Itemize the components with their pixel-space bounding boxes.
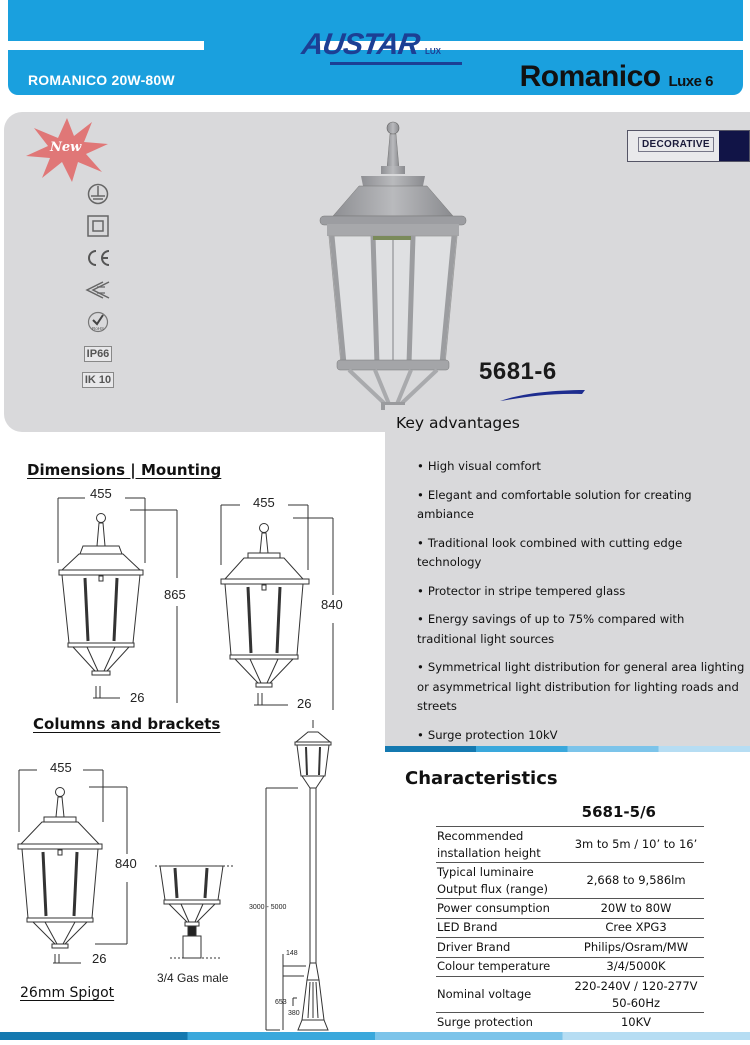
brand-logo: [299, 24, 472, 64]
col-spigot-label: 26: [92, 951, 107, 966]
key-advantages-title: Key advantages: [396, 414, 520, 432]
spec-key: Driver Brand: [436, 938, 568, 958]
spec-key: Nominal voltage: [436, 977, 568, 1013]
pole-d3-label: 380: [288, 1010, 300, 1017]
characteristics-table: [436, 826, 704, 1033]
spec-key: Colour temperature: [436, 957, 568, 977]
enec-mark-icon: [80, 278, 116, 302]
ip-rating-badge: [80, 342, 116, 366]
ip-rating-label: IP66: [84, 346, 113, 362]
brand-name: AUSTAR: [299, 28, 422, 61]
brand-sub: LUX: [425, 47, 441, 56]
spec-value: 2,668 to 9,586lm: [568, 863, 704, 899]
spigot-caption: 26mm Spigot: [20, 985, 115, 1001]
ik-rating-badge: [80, 368, 116, 392]
pole-d2-label: 653: [275, 999, 287, 1006]
advantage-item: • Elegant and comfortable solution for creating ambiance: [417, 487, 692, 521]
dim1-width-label: 455: [90, 486, 112, 501]
dim2-spigot-label: 26: [297, 696, 312, 711]
characteristics-model: 5681-5/6: [581, 803, 656, 821]
gas-male-drawing: [155, 860, 235, 960]
header-banner: [8, 0, 743, 95]
spec-value: Philips/Osram/MW: [568, 938, 704, 958]
spec-value: 10KV: [568, 1013, 704, 1033]
spec-key: Power consumption: [436, 899, 568, 919]
advantage-item: • Traditional look combined with cutting edge technology: [417, 535, 683, 569]
header-stripe-left: [8, 41, 204, 50]
dimensions-title: Dimensions | Mounting: [27, 461, 222, 479]
spec-value: Cree XPG3: [568, 918, 704, 938]
pole-drawing: [240, 720, 380, 1032]
lantern-product-image: [315, 120, 470, 410]
new-badge: [24, 116, 110, 184]
dim1-height-label: 865: [164, 587, 186, 602]
spec-key: Typical luminaire Output flux (range): [436, 863, 568, 899]
spec-key: LED Brand: [436, 918, 568, 938]
characteristics-title: Characteristics: [405, 768, 558, 789]
table-row: [436, 899, 704, 919]
product-title: [520, 60, 713, 94]
dim2-height-label: 840: [321, 597, 343, 612]
dimension-drawing-2: [218, 495, 338, 710]
column-drawing-spigot: [15, 762, 130, 977]
table-row: [436, 938, 704, 958]
spec-value: 20W to 80W: [568, 899, 704, 919]
advantages-divider-bar: [385, 746, 750, 752]
spec-value: 3/4/5000K: [568, 957, 704, 977]
ik-rating-label: IK 10: [82, 372, 114, 388]
category-badge-label: DECORATIVE: [638, 137, 714, 152]
logo-underline: [330, 62, 462, 65]
advantage-item: • Protector in stripe tempered glass: [417, 583, 626, 598]
col-width-label: 455: [50, 760, 72, 775]
advantage-item: • Symmetrical light distribution for general area lighting or asymmetrical light distribution for lighting roads and streets: [417, 660, 745, 713]
product-range: ROMANICO 20W-80W: [28, 72, 175, 88]
table-row: [436, 1013, 704, 1033]
category-badge: [627, 130, 750, 162]
rohs-icon: [80, 310, 116, 334]
spec-key: Surge protection: [436, 1013, 568, 1033]
swoosh-decoration-icon: [500, 388, 585, 402]
advantage-item: • Energy savings of up to 75% compared with traditional light sources: [417, 612, 685, 646]
category-badge-accent: [719, 131, 749, 161]
advantage-item: • High visual comfort: [417, 459, 541, 473]
new-badge-label: New: [50, 140, 82, 155]
pole-height-label: 3000 - 5000: [249, 904, 287, 911]
spec-value: 220-240V / 120-277V 50-60Hz: [568, 977, 704, 1013]
col-height-label: 840: [115, 856, 137, 871]
table-row: [436, 977, 704, 1013]
table-row: [436, 918, 704, 938]
dim2-width-label: 455: [253, 495, 275, 510]
gas-male-caption: 3/4 Gas male: [157, 971, 229, 985]
product-title-main: Romanico: [519, 60, 661, 93]
certification-icons: [80, 182, 116, 400]
class-ii-double-insulation-icon: [80, 214, 116, 238]
advantage-item: • Surge protection 10kV: [417, 727, 558, 742]
pole-d1-label: 148: [286, 950, 298, 957]
spec-key: Recommended installation height: [436, 827, 568, 863]
model-number: 5681-6: [479, 358, 557, 385]
table-row: [436, 827, 704, 863]
spec-value: 3m to 5m / 10’ to 16’: [568, 827, 704, 863]
columns-title: Columns and brackets: [33, 715, 221, 733]
footer-color-bar: [0, 1032, 750, 1040]
table-row: [436, 957, 704, 977]
dim1-spigot-label: 26: [130, 690, 145, 705]
earth-ground-icon: [80, 182, 116, 206]
product-title-suffix: Luxe 6: [668, 73, 713, 90]
table-row: [436, 863, 704, 899]
svg-text:RoHS: RoHS: [91, 326, 105, 331]
key-advantages-list: [417, 457, 747, 754]
key-advantages-panel: [385, 405, 750, 746]
ce-mark-icon: [80, 246, 116, 270]
